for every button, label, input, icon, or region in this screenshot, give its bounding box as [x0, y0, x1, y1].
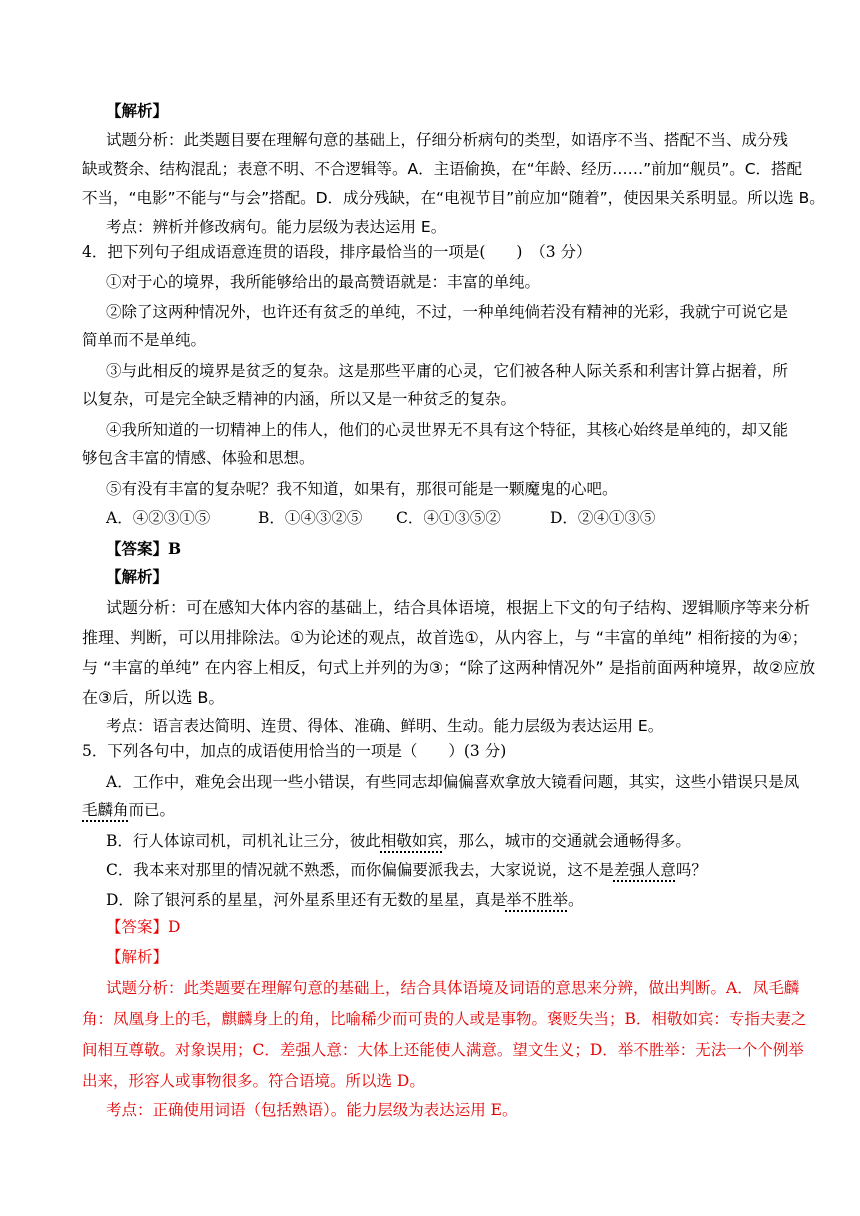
- option-d: D．②④①③⑤: [550, 509, 656, 527]
- question-4-stem: 4．把下列句子组成语意连贯的语段，排序最恰当的一项是( ) （3 分）: [82, 243, 592, 261]
- sentence-3-cont: 以复杂，可是完全缺乏精神的内涵，所以又是一种贫乏的复杂。: [82, 390, 517, 408]
- kaodian-line: 考点：辨析并修改病句。能力层级为表达运用 E。: [106, 218, 447, 236]
- analysis-heading: 【解析】: [106, 567, 169, 586]
- dotted-idiom: 相敬如宾: [380, 832, 443, 850]
- analysis-text-line: 试题分析：可在感知大体内容的基础上，结合具体语境，根据上下文的句子结构、逻辑顺序等来分析: [106, 598, 811, 617]
- kaodian-line: 考点：语言表达简明、连贯、得体、准确、鲜明、生动。能力层级为表达运用 E。: [106, 717, 664, 735]
- option-c-text: C．我本来对那里的情况就不熟悉，而你偏偏要派我去，大家说说，这不是差强人意吗？: [106, 861, 707, 879]
- sentence-2-cont: 简单而不是单纯。: [82, 331, 207, 349]
- analysis-text-line: 角：凤凰身上的毛，麒麟身上的角，比喻稀少而可贵的人或是事物。褒贬失当；B．相敬如宾：专指夫妻之: [82, 1010, 807, 1028]
- analysis-heading: 【解析】: [106, 948, 169, 966]
- kaodian-line: 考点：正确使用词语（包括熟语）。能力层级为表达运用 E。: [106, 1101, 518, 1119]
- dotted-idiom: 举不胜举: [505, 891, 568, 909]
- analysis-text-line: 试题分析：此类题目要在理解句意的基础上，仔细分析病句的类型，如语序不当、搭配不当、成分残: [106, 131, 789, 149]
- analysis-text-line: 在③后，所以选 B。: [82, 688, 225, 707]
- question-5-stem: 5．下列各句中，加点的成语使用恰当的一项是（ ）(3 分): [82, 742, 507, 760]
- option-b-text: B．行人体谅司机，司机礼让三分，彼此相敬如宾，那么，城市的交通就会通畅得多。: [106, 832, 691, 850]
- sentence-5: ⑤有没有丰富的复杂呢？我不知道，如果有，那很可能是一颗魔鬼的心吧。: [106, 480, 618, 498]
- option-a: A．④②③①⑤: [106, 509, 211, 527]
- option-a-text: A．工作中，难免会出现一些小错误，有些同志却偏偏喜欢拿放大镜看问题，其实，这些小错误只是凤: [106, 773, 800, 791]
- option-a-text-cont: 毛麟角而已。: [82, 801, 176, 819]
- sentence-4-cont: 够包含丰富的情感、体验和思想。: [82, 449, 315, 467]
- option-d-text: D．除了银河系的星星，河外星系里还有无数的星星，真是举不胜举。: [106, 891, 584, 909]
- analysis-text-line: 与 “丰富的单纯” 在内容上相反，句式上并列的为③；“除了这两种情况外” 是指前面两种境界，故②应放: [82, 658, 816, 677]
- answer-label: 【答案】B: [106, 539, 182, 558]
- analysis-text-line: 推理、判断，可以用排除法。①为论述的观点，故首选①，从内容上，与 “丰富的单纯” 相衔接的为④；: [82, 628, 808, 647]
- sentence-3: ③与此相反的境界是贫乏的复杂。这是那些平庸的心灵，它们被各种人际关系和利害计算占据着，所: [106, 362, 789, 380]
- dotted-idiom: 差强人意: [613, 861, 676, 879]
- option-b: B．①④③②⑤: [258, 509, 363, 527]
- analysis-text-line: 试题分析：此类题要在理解句意的基础上，结合具体语境及词语的意思来分辨，做出判断。A．凤毛麟: [106, 979, 800, 997]
- answer-label: 【答案】D: [106, 918, 181, 936]
- sentence-2: ②除了这两种情况外，也许还有贫乏的单纯，不过，一种单纯倘若没有精神的光彩，我就宁可说它是: [106, 303, 789, 321]
- option-c: C．④①③⑤②: [396, 509, 501, 527]
- dotted-idiom: 毛麟角: [82, 801, 129, 819]
- analysis-text-line: 缺或赘余、结构混乱；表意不明、不合逻辑等。A．主语偷换，在“年龄、经历……”前加“舰员”。C．搭配: [82, 160, 803, 178]
- analysis-text-line: 不当，“电影”不能与“与会”搭配。D．成分残缺，在“电视节目”前应加“随着”，使因果关系明显。所以选 B。: [82, 189, 825, 207]
- analysis-text-line: 出来，形容人或事物很多。符合语境。所以选 D。: [82, 1072, 425, 1090]
- sentence-1: ①对于心的境界，我所能够给出的最高赞语就是：丰富的单纯。: [106, 273, 541, 291]
- analysis-text-line: 间相互尊敬。对象误用；C．差强人意：大体上还能使人满意。望文生义；D．举不胜举：无法一个个例举: [82, 1041, 804, 1059]
- analysis-heading: 【解析】: [106, 102, 169, 120]
- sentence-4: ④我所知道的一切精神上的伟人，他们的心灵世界无不具有这个特征，其核心始终是单纯的，却又能: [106, 421, 789, 439]
